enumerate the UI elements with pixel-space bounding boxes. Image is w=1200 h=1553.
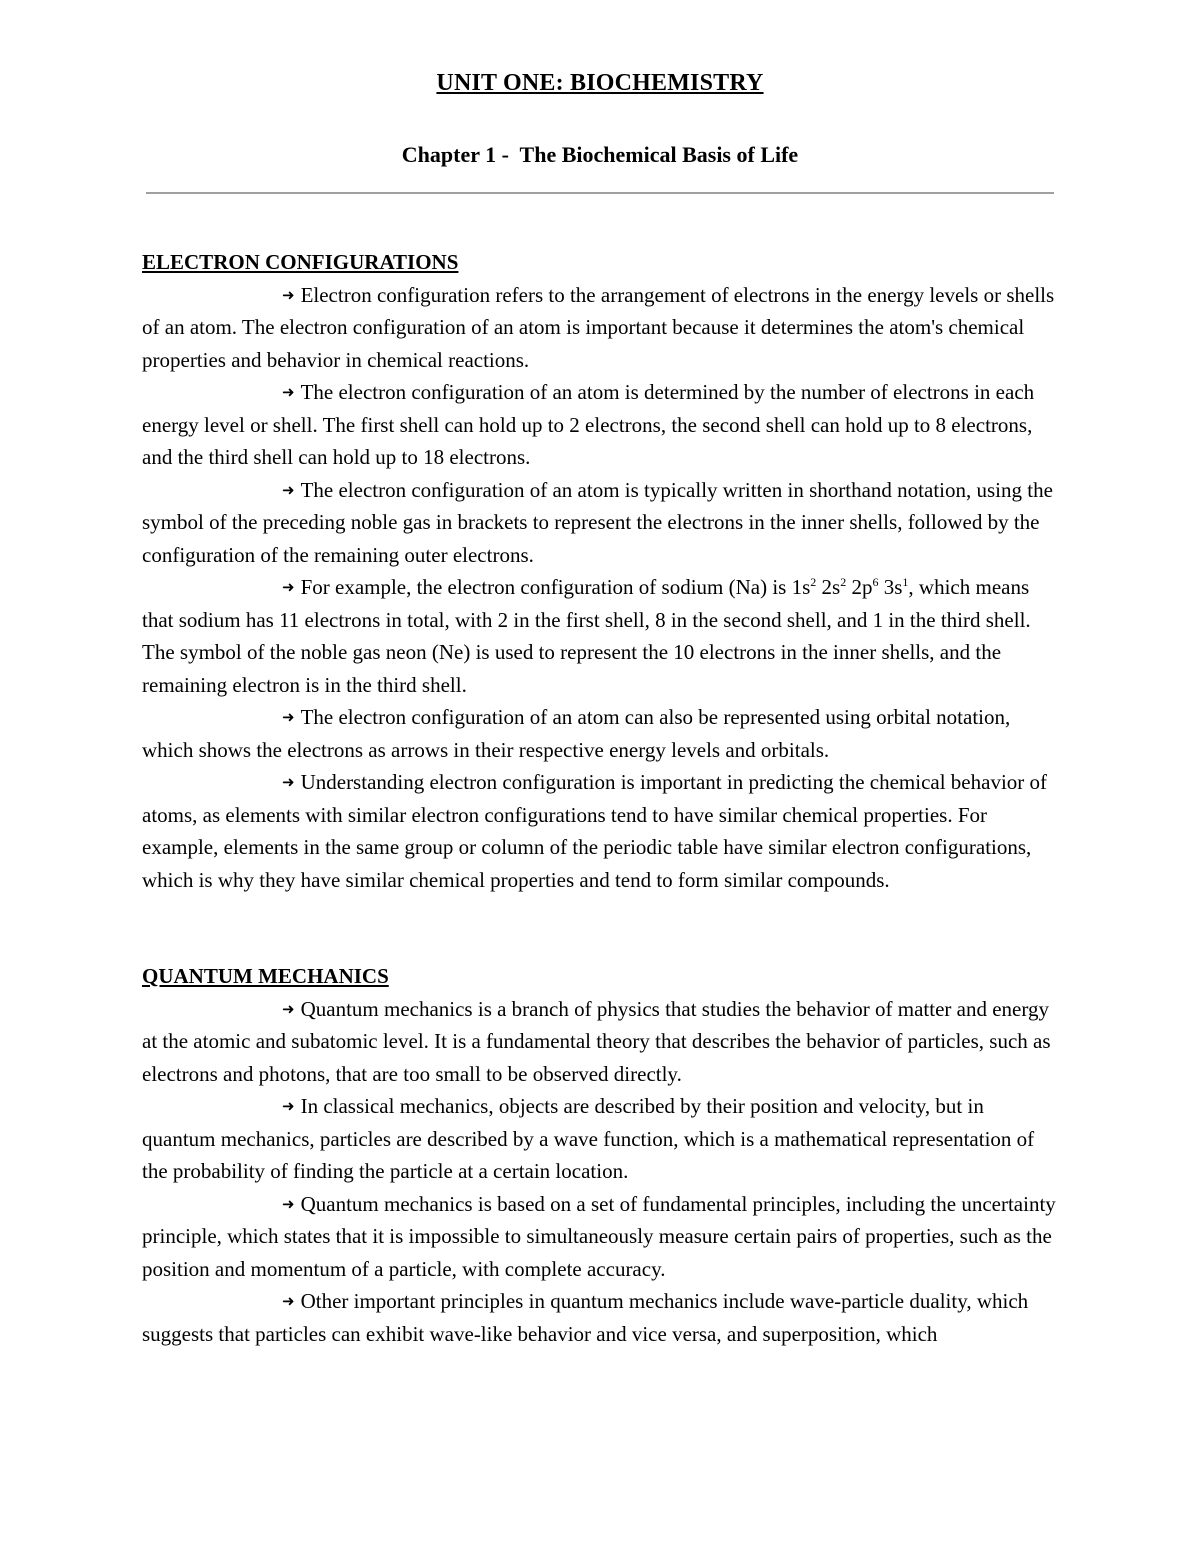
horizontal-divider <box>146 192 1054 194</box>
paragraph-text: Quantum mechanics is based on a set of fundamental principles, including the uncertainty principle, which states that it is impossible to simultaneously measure certain pairs of properties, such as the position and momentum of a particle, with complete accuracy. <box>142 1191 1056 1281</box>
chapter-title: Chapter 1 - The Biochemical Basis of Life <box>401 142 799 167</box>
right-arrow-icon: ➜ <box>282 1292 295 1310</box>
bullet-paragraph <box>142 1188 1062 1286</box>
paragraph-text: Other important principles in quantum mechanics include wave-particle duality, which suggests that particles can exhibit wave-like behavior and vice versa, and superposition, which <box>142 1289 1029 1346</box>
paragraph-text: , which means that sodium has 11 electrons in total, with 2 in the first shell, 8 in the second shell, and 1 in the third shell. The symbol of the noble gas neon (Ne) is used to represent the 10 electrons in the inner shells, and the remaining electron is in the third shell. <box>142 575 1031 697</box>
bullet-paragraph <box>142 474 1062 572</box>
orbital-superscript: 1 <box>902 575 909 589</box>
paragraph-text: Understanding electron configuration is important in predicting the chemical behavior of atoms, as elements with similar electron configurations tend to have similar chemical properties. For example, elements in the same group or column of the periodic table have similar electron configurations, which is why they have similar chemical properties and tend to form similar compounds. <box>142 770 1048 892</box>
right-arrow-icon: ➜ <box>282 383 295 401</box>
paragraph-text: Quantum mechanics is a branch of physics that studies the behavior of matter and energy at the atomic and subatomic level. It is a fundamental theory that describes the behavior of particles, such as electrons and photons, that are too small to be observed directly. <box>142 996 1051 1086</box>
right-arrow-icon: ➜ <box>282 578 295 596</box>
paragraph-text: The electron configuration of an atom is determined by the number of electrons in each energy level or shell. The first shell can hold up to 2 electrons, the second shell can hold up to 8 electrons, and the third shell can hold up to 18 electrons. <box>142 380 1035 469</box>
orbital-superscript: 2 <box>810 575 817 589</box>
electron-configuration <box>792 575 909 599</box>
orbital-term: 1s <box>791 575 811 599</box>
right-arrow-icon: ➜ <box>282 708 295 726</box>
bullet-paragraph <box>142 279 1062 377</box>
bullet-paragraph <box>142 1285 1062 1350</box>
paragraph-text: The electron configuration of an atom can also be represented using orbital notation, which shows the electrons as arrows in their respective energy levels and orbitals. <box>142 705 1011 762</box>
bullet-paragraph <box>142 376 1062 474</box>
right-arrow-icon: ➜ <box>282 999 295 1018</box>
section-electron-configurations <box>142 246 1062 896</box>
orbital-superscript: 6 <box>872 575 879 589</box>
bullet-paragraph <box>142 571 1062 701</box>
paragraph-text: The electron configuration of an atom is typically written in shorthand notation, using the symbol of the preceding noble gas in brackets to represent the electrons in the inner shells, followed by the configuration of the remaining outer electrons. <box>142 477 1053 567</box>
unit-title: UNIT ONE: BIOCHEMISTRY <box>436 70 764 96</box>
right-arrow-icon: ➜ <box>282 480 295 499</box>
paragraph-text: In classical mechanics, objects are described by their position and velocity, but in quantum mechanics, particles are described by a wave function, which is a mathematical representation of the probability of finding the particle at a certain location. <box>142 1094 1035 1183</box>
right-arrow-icon: ➜ <box>282 285 295 304</box>
section-quantum-mechanics <box>142 960 1062 1350</box>
right-arrow-icon: ➜ <box>282 1097 295 1115</box>
paragraph-text: Electron configuration refers to the arrangement of electrons in the energy levels or shells of an atom. The electron configuration of an atom is important because it determines the atom's chemical properties and behavior in chemical reactions. <box>142 282 1055 372</box>
bullet-paragraph <box>142 1090 1062 1188</box>
bullet-paragraph <box>142 993 1062 1091</box>
section-heading: ELECTRON CONFIGURATIONS <box>142 250 459 274</box>
bullet-paragraph <box>142 766 1062 896</box>
paragraph-text: For example, the electron configuration of sodium (Na) is <box>300 575 792 599</box>
orbital-superscript: 2 <box>840 575 847 589</box>
right-arrow-icon: ➜ <box>282 773 295 791</box>
orbital-term: 2p <box>851 575 873 599</box>
orbital-term: 3s <box>883 575 903 599</box>
section-heading: QUANTUM MECHANICS <box>142 964 389 988</box>
right-arrow-icon: ➜ <box>282 1194 295 1213</box>
orbital-term: 2s <box>821 575 841 599</box>
bullet-paragraph <box>142 701 1062 766</box>
